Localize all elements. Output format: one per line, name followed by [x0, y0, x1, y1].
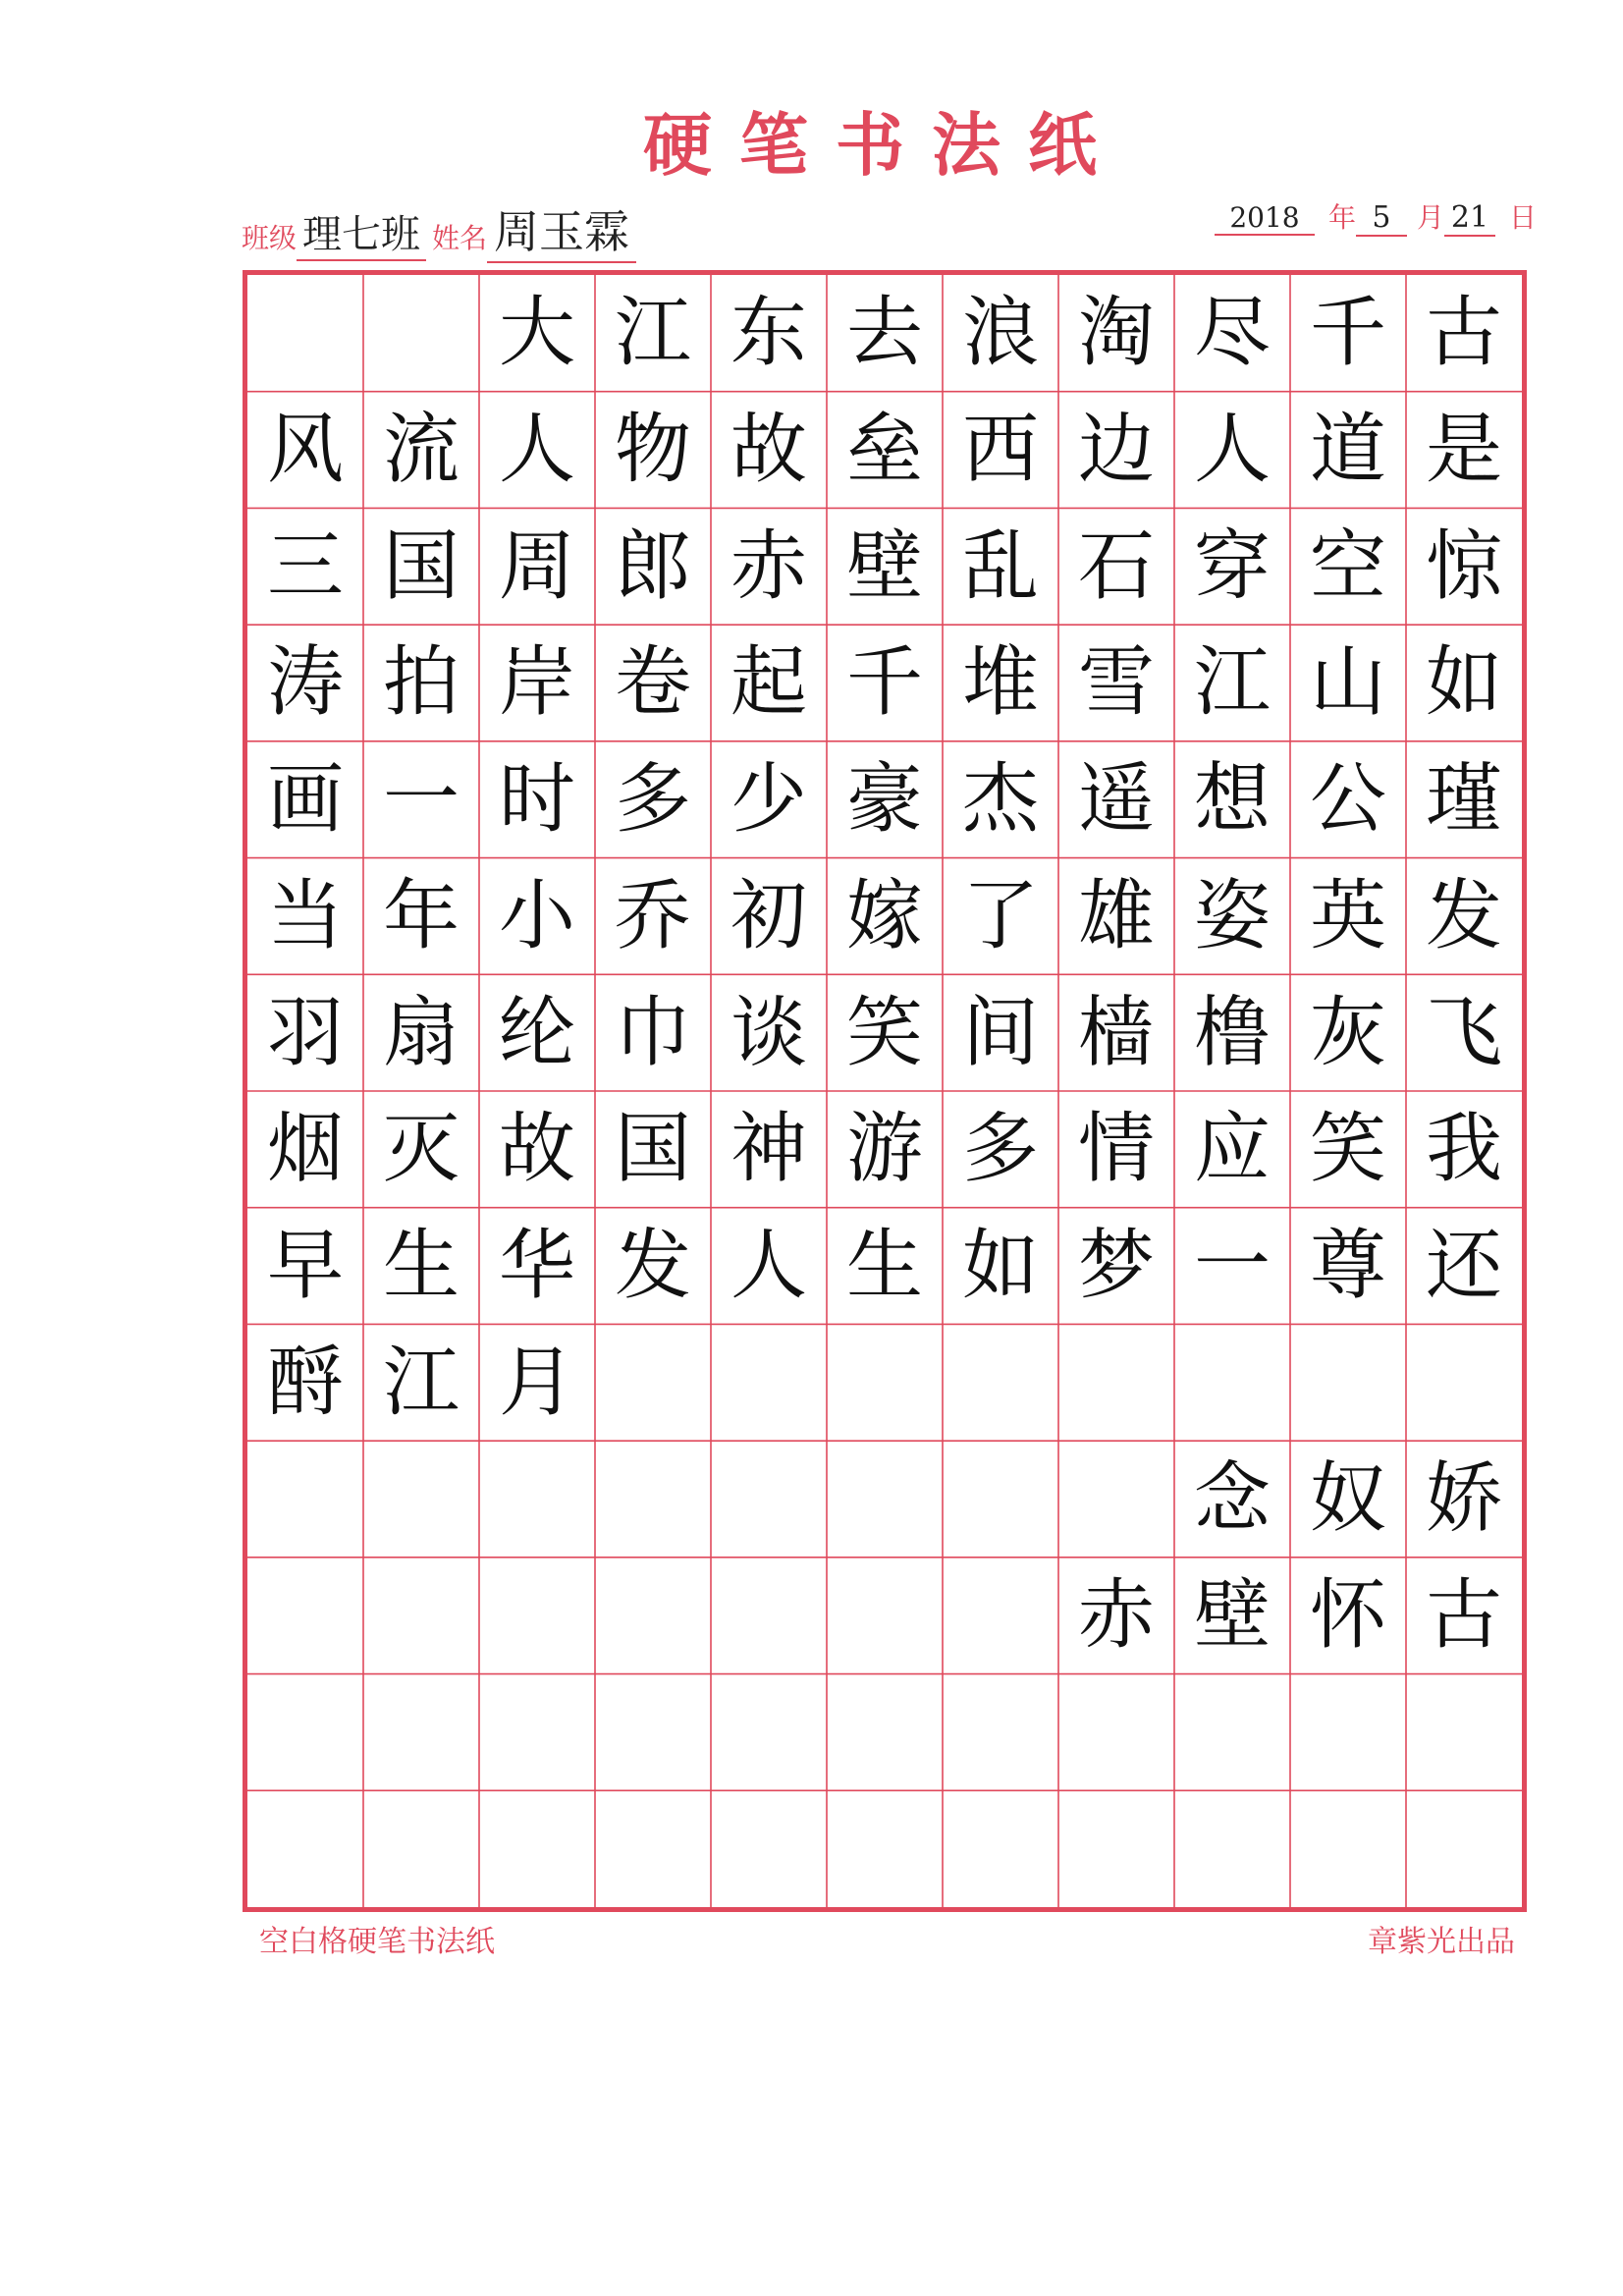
grid-title-character: 壁	[1193, 1571, 1271, 1661]
grid-character: 笑	[1309, 1105, 1386, 1194]
grid-character: 去	[845, 289, 923, 378]
grid-character: 人	[498, 406, 575, 495]
footer-right: 章紫光出品	[1368, 1925, 1515, 1959]
grid-character: 谈	[730, 988, 807, 1077]
grid-character: 西	[961, 406, 1039, 495]
grid-character: 雄	[1077, 871, 1155, 960]
footer-left: 空白格硬笔书法纸	[259, 1925, 495, 1959]
grid-character: 浪	[961, 289, 1039, 378]
grid-character: 国	[614, 1105, 691, 1194]
grid-character: 少	[730, 755, 807, 845]
grid-character: 山	[1309, 638, 1386, 728]
grid-character: 画	[266, 755, 344, 845]
grid-character: 了	[961, 871, 1039, 960]
grid-character: 如	[1425, 638, 1502, 728]
grid-character: 瑾	[1425, 755, 1502, 845]
date-row	[1215, 196, 1537, 255]
grid-character: 巾	[614, 988, 691, 1077]
grid-character: 当	[266, 871, 344, 960]
grid-character: 我	[1425, 1105, 1502, 1194]
grid-character: 起	[730, 638, 807, 728]
grid-character: 空	[1309, 521, 1386, 611]
grid-character: 拍	[382, 638, 460, 728]
year-value: 2018	[1215, 201, 1315, 236]
grid-character: 一	[382, 755, 460, 845]
grid-character: 遥	[1077, 755, 1155, 845]
writing-grid	[243, 270, 1527, 1912]
grid-character: 物	[614, 406, 691, 495]
grid-character: 千	[1309, 289, 1386, 378]
grid-character: 江	[1193, 638, 1271, 728]
year-label: 年	[1327, 201, 1356, 234]
grid-character: 岸	[498, 638, 575, 728]
day-label: 日	[1508, 201, 1537, 234]
grid-character: 笑	[845, 988, 923, 1077]
grid-character: 壁	[845, 521, 923, 611]
grid-character: 穿	[1193, 521, 1271, 611]
grid-character: 灰	[1309, 988, 1386, 1077]
grid-character: 故	[498, 1105, 575, 1194]
class-value: 理七班	[297, 203, 426, 261]
grid-character: 英	[1309, 871, 1386, 960]
grid-character: 想	[1193, 755, 1271, 845]
grid-character: 月	[498, 1338, 575, 1427]
grid-character: 时	[498, 755, 575, 845]
grid-character: 华	[498, 1222, 575, 1311]
grid-character: 石	[1077, 521, 1155, 611]
grid-character: 嫁	[845, 871, 923, 960]
grid-character: 公	[1309, 755, 1386, 845]
grid-character: 樯	[1077, 988, 1155, 1077]
grid-character: 尽	[1193, 289, 1271, 378]
grid-character: 情	[1077, 1105, 1155, 1194]
grid-character: 应	[1193, 1105, 1271, 1194]
grid-character: 发	[614, 1222, 691, 1311]
class-name-row	[242, 196, 636, 258]
grid-character: 流	[382, 406, 460, 495]
grid-character: 风	[266, 406, 344, 495]
grid-character: 人	[1193, 406, 1271, 495]
grid-character: 早	[266, 1222, 344, 1311]
grid-character: 尊	[1309, 1222, 1386, 1311]
grid-character: 杰	[961, 755, 1039, 845]
grid-character: 江	[382, 1338, 460, 1427]
grid-character: 如	[961, 1222, 1039, 1311]
grid-character: 年	[382, 871, 460, 960]
grid-character: 垒	[845, 406, 923, 495]
name-value: 周玉霖	[487, 196, 636, 263]
grid-title-character: 娇	[1425, 1454, 1502, 1544]
grid-character: 乔	[614, 871, 691, 960]
grid-character: 三	[266, 521, 344, 611]
month-label: 月	[1416, 201, 1444, 234]
grid-character: 姿	[1193, 871, 1271, 960]
grid-character: 道	[1309, 406, 1386, 495]
grid-character: 初	[730, 871, 807, 960]
grid-character: 周	[498, 521, 575, 611]
class-label: 班级	[242, 222, 298, 254]
grid-title-character: 奴	[1309, 1454, 1386, 1544]
grid-character: 生	[845, 1222, 923, 1311]
grid-character: 郎	[614, 521, 691, 611]
grid-character: 一	[1193, 1222, 1271, 1311]
grid-character: 酹	[266, 1338, 344, 1427]
grid-character: 卷	[614, 638, 691, 728]
grid-character: 多	[614, 755, 691, 845]
grid-character: 故	[730, 406, 807, 495]
grid-character: 扇	[382, 988, 460, 1077]
grid-character: 堆	[961, 638, 1039, 728]
grid-character: 间	[961, 988, 1039, 1077]
grid-character: 大	[498, 289, 575, 378]
grid-character: 涛	[266, 638, 344, 728]
grid-character: 游	[845, 1105, 923, 1194]
grid-character: 古	[1425, 289, 1502, 378]
grid-character: 乱	[961, 521, 1039, 611]
grid-character: 还	[1425, 1222, 1502, 1311]
grid-character: 神	[730, 1105, 807, 1194]
grid-character: 淘	[1077, 289, 1155, 378]
grid-title-character: 古	[1425, 1571, 1502, 1661]
grid-character: 是	[1425, 406, 1502, 495]
grid-character: 赤	[730, 521, 807, 611]
grid-character: 雪	[1077, 638, 1155, 728]
grid-character: 国	[382, 521, 460, 611]
month-value: 5	[1356, 200, 1407, 237]
grid-character: 千	[845, 638, 923, 728]
grid-character: 惊	[1425, 521, 1502, 611]
grid-title-character: 念	[1193, 1454, 1271, 1544]
grid-character: 豪	[845, 755, 923, 845]
grid-character: 烟	[266, 1105, 344, 1194]
grid-character: 多	[961, 1105, 1039, 1194]
grid-character: 灭	[382, 1105, 460, 1194]
grid-character: 发	[1425, 871, 1502, 960]
grid-character: 羽	[266, 988, 344, 1077]
grid-character: 飞	[1425, 988, 1502, 1077]
grid-character: 东	[730, 289, 807, 378]
grid-character: 人	[730, 1222, 807, 1311]
grid-character: 生	[382, 1222, 460, 1311]
grid-character: 江	[614, 289, 691, 378]
day-value: 21	[1444, 200, 1495, 237]
grid-character: 纶	[498, 988, 575, 1077]
grid-title-character: 怀	[1309, 1571, 1386, 1661]
page-title: 硬笔书法纸	[643, 104, 1124, 186]
grid-character: 橹	[1193, 988, 1271, 1077]
grid-character: 小	[498, 871, 575, 960]
name-label: 姓名	[432, 222, 488, 254]
grid-title-character: 赤	[1077, 1571, 1155, 1661]
grid-character: 梦	[1077, 1222, 1155, 1311]
grid-character: 边	[1077, 406, 1155, 495]
